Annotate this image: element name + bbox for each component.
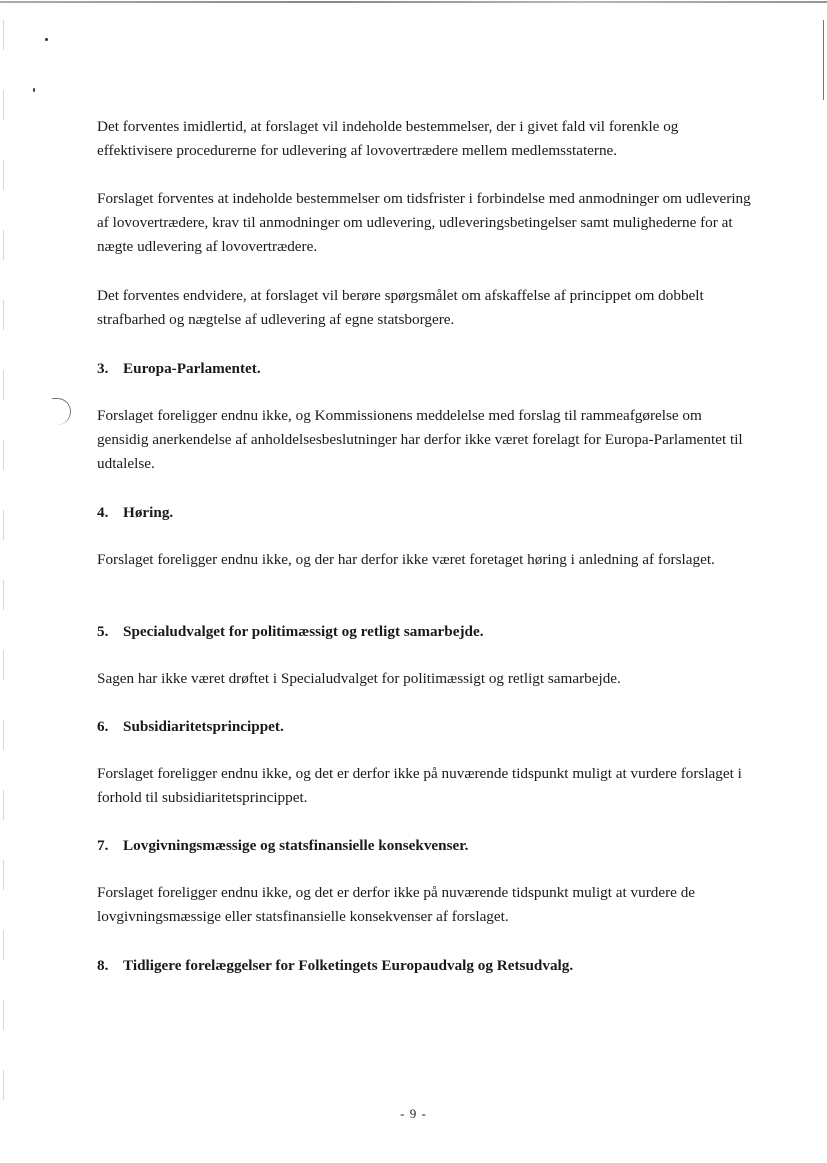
- scan-right-edge: [823, 20, 824, 100]
- section-title: Specialudvalget for politimæssigt og retligt samarbejde.: [123, 623, 484, 640]
- scan-speck: [45, 38, 48, 41]
- section-title: Lovgivningsmæssige og statsfinansielle konsekvenser.: [123, 837, 469, 854]
- section-heading-8: [97, 954, 573, 978]
- scan-top-edge: [0, 1, 827, 3]
- scan-left-edge: [3, 20, 4, 1140]
- section-number: 4.: [97, 504, 109, 521]
- section-body-6: Forslaget foreligger endnu ikke, og det er derfor ikke på nuværende tidspunkt muligt at vurdere forslaget i forhold til subsidiaritetsprincippet.: [97, 765, 742, 806]
- page-number: - 9 -: [400, 1106, 427, 1121]
- paragraph-3: Det forventes endvidere, at forslaget vil berøre spørgsmålet om afskaffelse af princippet om dobbelt strafbarhed og nægtelse af udlevering af egne statsborgere.: [97, 287, 704, 328]
- section-title: Tidligere forelæggelser for Folketingets Europaudvalg og Retsudvalg.: [123, 957, 574, 974]
- section-heading-4: [97, 501, 173, 525]
- section-heading-3: [97, 357, 261, 381]
- section-number: 3.: [97, 360, 109, 377]
- margin-bracket-mark: [52, 398, 71, 425]
- section-number: 5.: [97, 623, 109, 640]
- section-body-4: Forslaget foreligger endnu ikke, og der har derfor ikke været foretaget høring i anledning af forslaget.: [97, 551, 715, 568]
- section-body-7: Forslaget foreligger endnu ikke, og det er derfor ikke på nuværende tidspunkt muligt at vurdere de lovgivningsmæssige eller statsfinansielle konsekvenser af forslaget.: [97, 884, 696, 925]
- paragraph-1: Det forventes imidlertid, at forslaget vil indeholde bestemmelser, der i givet fald vil forenkle og effektivisere procedurerne for udlevering af lovovertrædere mellem medlemsstaterne.: [97, 118, 679, 159]
- section-heading-5: [97, 620, 484, 644]
- section-body-3: Forslaget foreligger endnu ikke, og Kommissionens meddelelse med forslag til rammeafgørelse om gensidig anerkendelse af anholdelsesbeslutninger har derfor ikke været forelagt for Europa-Parlamentet til udtalelse.: [97, 407, 743, 472]
- paragraph-2: Forslaget forventes at indeholde bestemmelser om tidsfrister i forbindelse med anmodninger om udlevering af lovovertrædere, krav til anmodninger om udlevering, udleveringsbetingelser samt mulighederne for at nægte udlevering af lovovertrædere.: [97, 190, 751, 255]
- section-heading-7: [97, 834, 468, 858]
- section-number: 8.: [97, 957, 109, 974]
- section-heading-6: [97, 715, 284, 739]
- section-title: Høring.: [123, 504, 174, 521]
- section-number: 7.: [97, 837, 109, 854]
- section-title: Europa-Parlamentet.: [123, 360, 261, 377]
- section-body-5: Sagen har ikke været drøftet i Specialudvalget for politimæssigt og retligt samarbejde.: [97, 670, 621, 687]
- section-number: 6.: [97, 718, 109, 735]
- scan-speck: [33, 88, 35, 92]
- section-title: Subsidiaritetsprincippet.: [123, 718, 284, 735]
